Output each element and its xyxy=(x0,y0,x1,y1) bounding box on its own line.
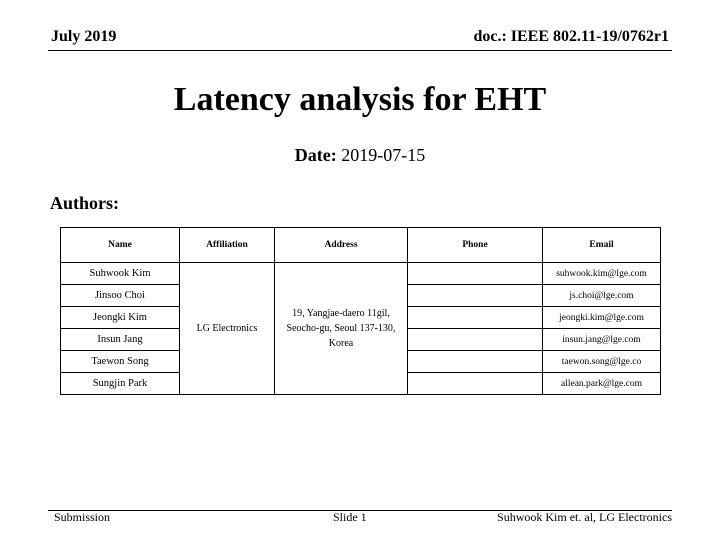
table-row xyxy=(61,263,661,285)
author-address: 19, Yangjae-daero 11gil, Seocho-gu, Seoul 137-130, Korea xyxy=(275,263,408,395)
column-header-address: Address xyxy=(275,228,408,263)
author-email: taewon.song@lge.co xyxy=(543,351,661,373)
author-name: Taewon Song xyxy=(61,351,180,373)
author-name: Sungjin Park xyxy=(61,373,180,395)
author-name: Insun Jang xyxy=(61,329,180,351)
author-email: jeongki.kim@lge.com xyxy=(543,307,661,329)
author-email: allean.park@lge.com xyxy=(543,373,661,395)
authors-heading: Authors: xyxy=(50,193,120,213)
column-header-name: Name xyxy=(61,228,180,263)
author-email: js.choi@lge.com xyxy=(543,285,661,307)
author-phone xyxy=(408,263,543,285)
column-header-email: Email xyxy=(543,228,661,263)
column-header-phone: Phone xyxy=(408,228,543,263)
header-doc-id: doc.: IEEE 802.11-19/0762r1 xyxy=(473,28,669,45)
author-name: Suhwook Kim xyxy=(61,263,180,285)
author-phone xyxy=(408,307,543,329)
footer-author: Suhwook Kim et. al, LG Electronics xyxy=(497,510,672,524)
date-label: Date: xyxy=(294,145,337,165)
authors-table xyxy=(60,227,661,395)
author-email: suhwook.kim@lge.com xyxy=(543,263,661,285)
author-email: insun.jang@lge.com xyxy=(543,329,661,351)
date-line xyxy=(0,145,720,166)
author-phone xyxy=(408,351,543,373)
author-name: Jeongki Kim xyxy=(61,307,180,329)
footer-submission: Submission xyxy=(54,510,111,524)
slide-number: Slide 1 xyxy=(333,510,367,524)
header-date: July 2019 xyxy=(51,28,117,45)
header-divider xyxy=(48,50,672,51)
author-phone xyxy=(408,373,543,395)
author-phone xyxy=(408,285,543,307)
column-header-affiliation: Affiliation xyxy=(180,228,275,263)
slide-title: Latency analysis for EHT xyxy=(173,81,547,118)
author-phone xyxy=(408,329,543,351)
date-value: 2019-07-15 xyxy=(341,145,426,165)
author-name: Jinsoo Choi xyxy=(61,285,180,307)
table-header-row xyxy=(61,228,661,263)
author-affiliation: LG Electronics xyxy=(180,263,275,395)
